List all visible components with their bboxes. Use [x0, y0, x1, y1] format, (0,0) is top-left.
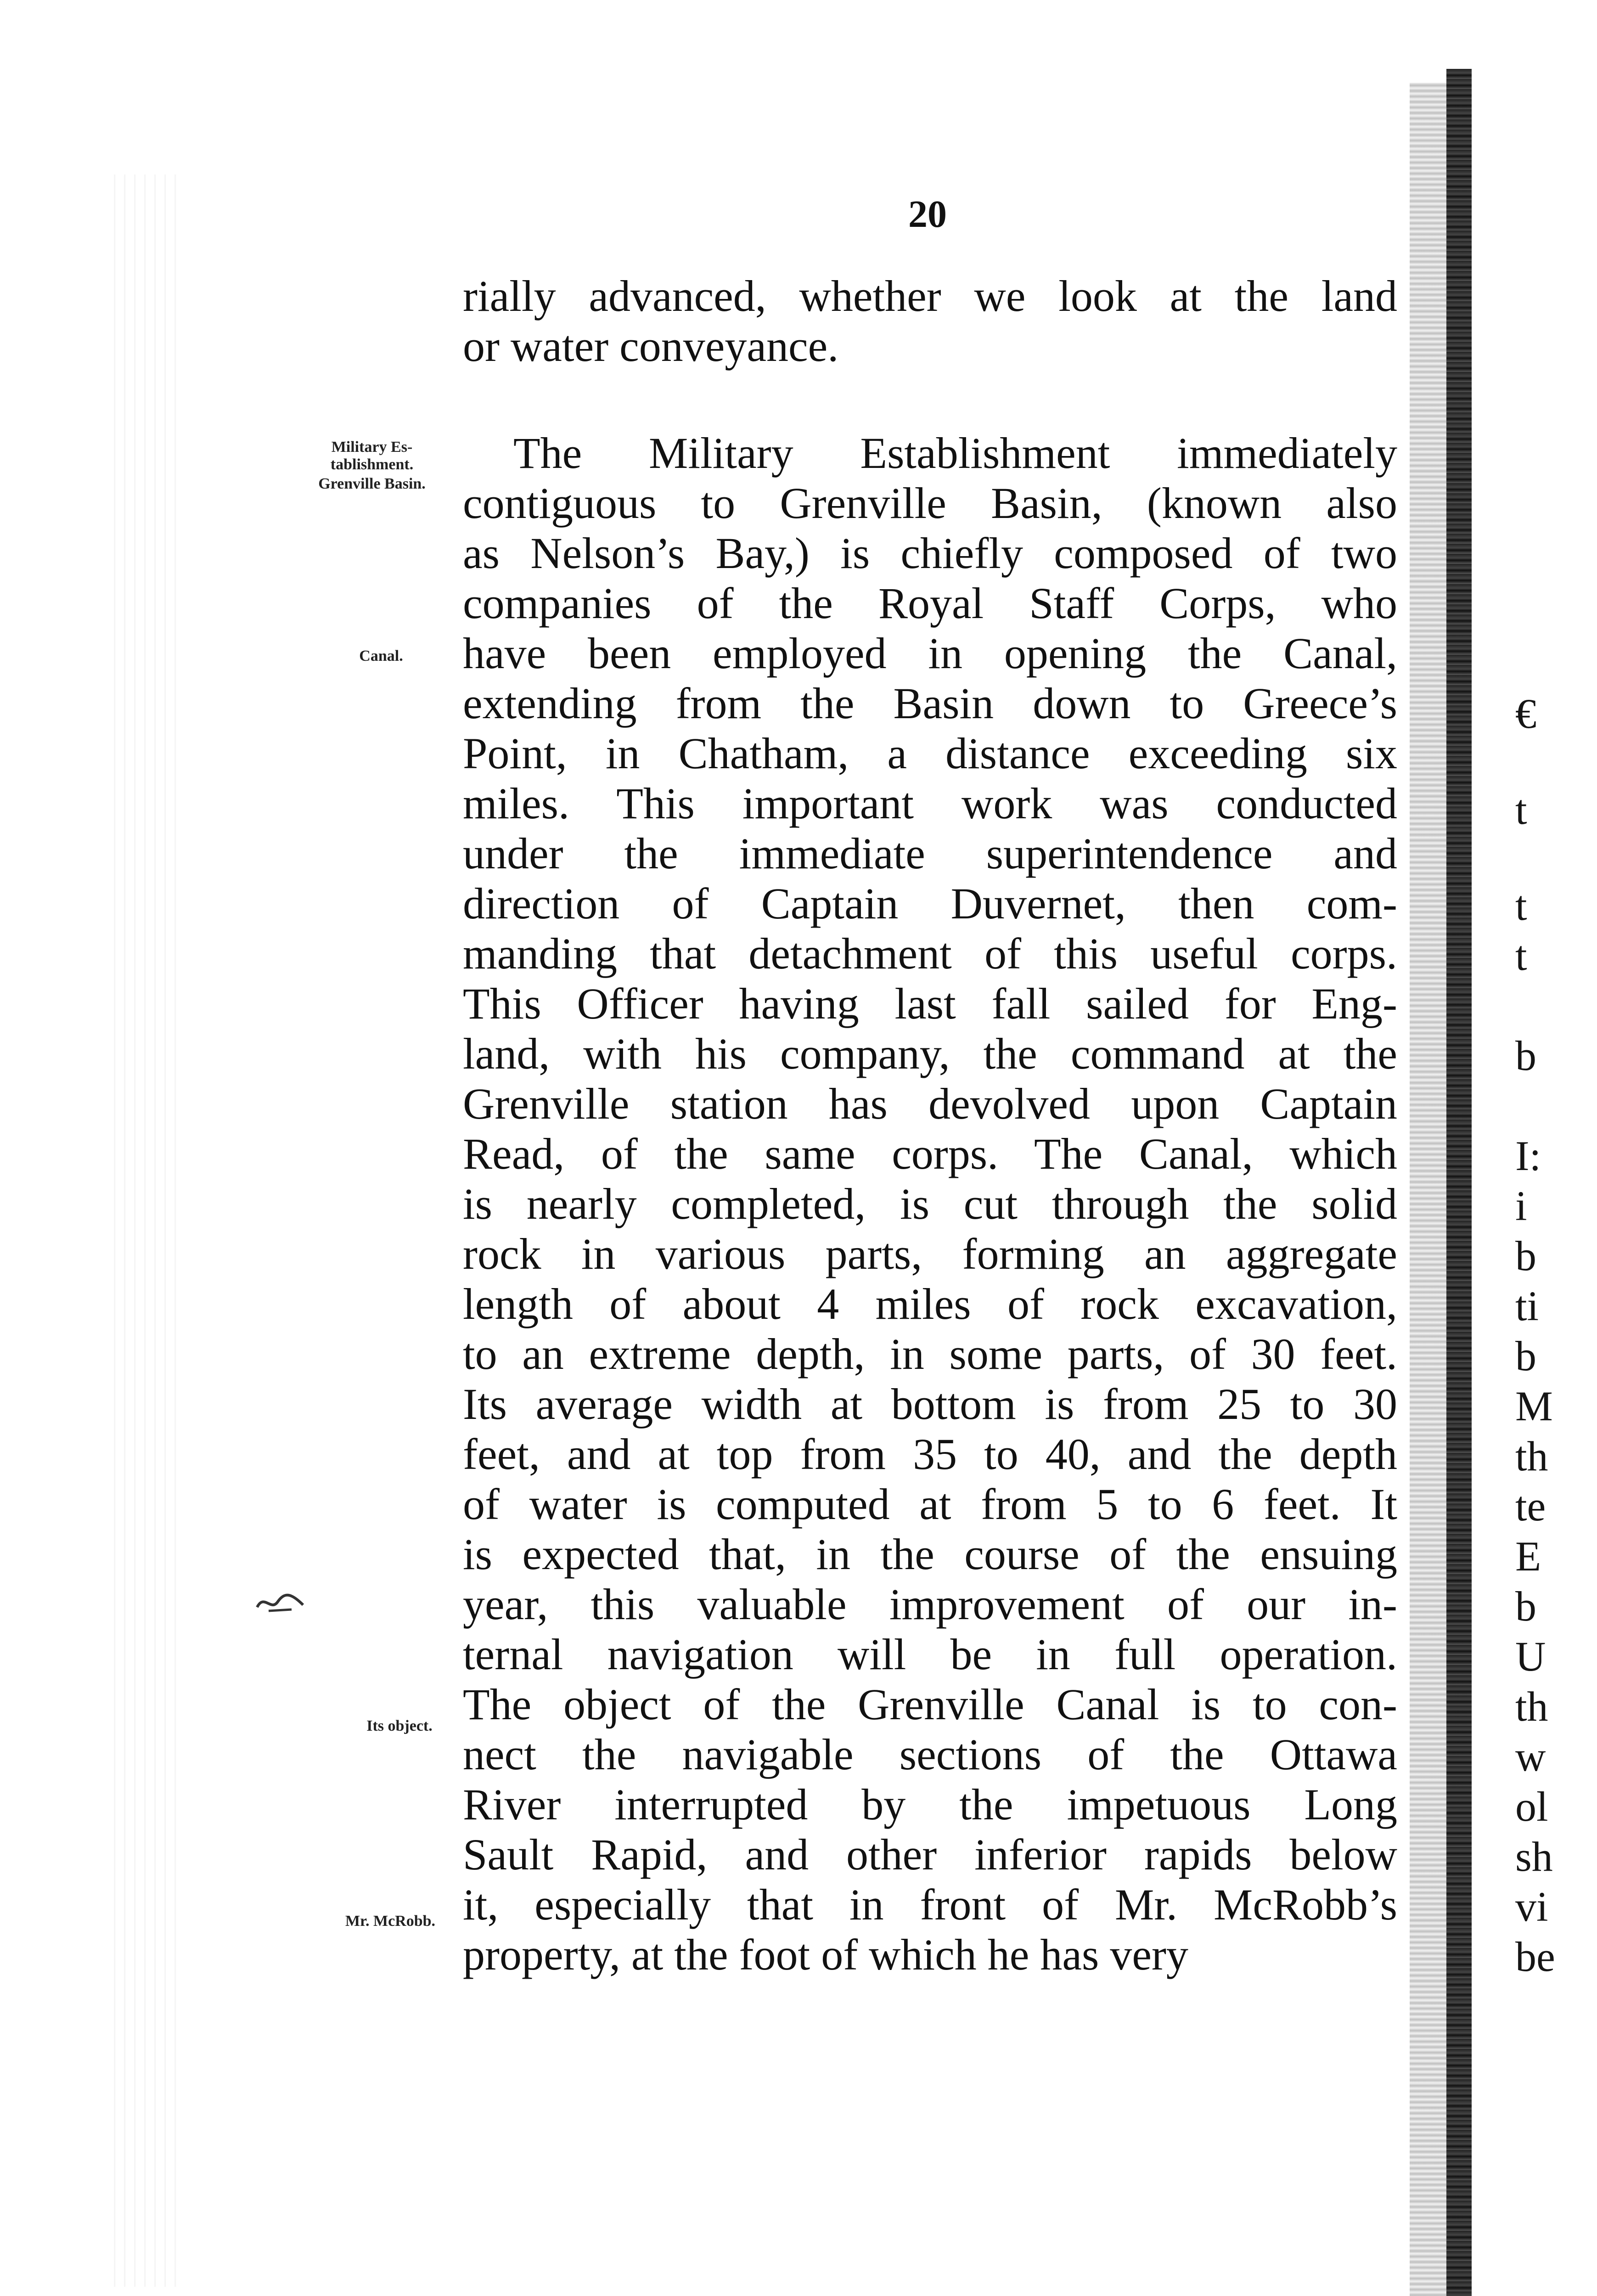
- text-line: land, with his company, the command at the: [463, 1029, 1397, 1078]
- fragment: E: [1515, 1533, 1541, 1580]
- text-line: nect the navigable sections of the Ottawa: [463, 1730, 1397, 1779]
- text-line: is expected that, in the course of the ensuing: [463, 1530, 1397, 1579]
- text-line: have been employed in opening the Canal,: [463, 629, 1397, 678]
- fragment: ti: [1515, 1283, 1539, 1329]
- text-line: Sault Rapid, and other inferior rapids below: [463, 1830, 1397, 1879]
- paragraph-2: [463, 428, 1397, 1980]
- text-line: year, this valuable improvement of our in-: [463, 1580, 1397, 1629]
- margin-note-mcrobb: Mr. McRobb.: [345, 1913, 436, 1930]
- margin-flourish-mark: [255, 1589, 305, 1616]
- fragment: t: [1515, 932, 1527, 979]
- fragment: i: [1515, 1182, 1527, 1229]
- fragment: U: [1515, 1633, 1546, 1680]
- text-line: ternal navigation will be in full operation.: [463, 1630, 1397, 1679]
- text-line: length of about 4 miles of rock excavation,: [463, 1279, 1397, 1328]
- text-line: The object of the Grenville Canal is to con-: [463, 1680, 1397, 1729]
- fragment: be: [1515, 1933, 1555, 1980]
- text-line: is nearly completed, is cut through the solid: [463, 1179, 1397, 1228]
- page-number: 20: [908, 193, 947, 236]
- text-line: Grenville station has devolved upon Captain: [463, 1079, 1397, 1128]
- paragraph-1: [463, 271, 1397, 371]
- text-line: feet, and at top from 35 to 40, and the depth: [463, 1429, 1397, 1479]
- text-line: of water is computed at from 5 to 6 feet. It: [463, 1480, 1397, 1529]
- text-line: Point, in Chatham, a distance exceeding six: [463, 729, 1397, 778]
- margin-note-object: Its object.: [366, 1717, 433, 1734]
- text-line: under the immediate superintendence and: [463, 829, 1397, 878]
- text-line: as Nelson’s Bay,) is chiefly composed of two: [463, 529, 1397, 578]
- text-line: rially advanced, whether we look at the land: [463, 271, 1397, 321]
- fragment: t: [1515, 786, 1527, 833]
- fragment: b: [1515, 1232, 1536, 1279]
- fragment: sh: [1515, 1833, 1553, 1880]
- text-line: direction of Captain Duvernet, then com-: [463, 879, 1397, 928]
- paragraph-gap: [463, 371, 1397, 428]
- fragment: vi: [1515, 1883, 1548, 1930]
- left-gutter-shadow: [106, 174, 184, 2287]
- margin-note-military: Military Es-tablishment.: [330, 439, 414, 473]
- margin-note-grenville: Grenville Basin.: [318, 475, 426, 492]
- text-line: or water conveyance.: [463, 321, 839, 371]
- fragment: I:: [1515, 1132, 1541, 1179]
- fragment: b: [1515, 1032, 1536, 1079]
- text-line: property, at the foot of which he has very: [463, 1930, 1188, 1979]
- text-line: Its average width at bottom is from 25 to 30: [463, 1379, 1397, 1429]
- fragment: ol: [1515, 1783, 1548, 1830]
- right-gutter-fade: [1410, 83, 1451, 2296]
- text-line: This Officer having last fall sailed for Eng-: [463, 979, 1397, 1028]
- text-line: River interrupted by the impetuous Long: [463, 1780, 1397, 1829]
- text-line: contiguous to Grenville Basin, (known also: [463, 478, 1397, 528]
- fragment: th: [1515, 1433, 1548, 1480]
- text-line: to an extreme depth, in some parts, of 30 feet.: [463, 1329, 1397, 1379]
- fragment: w: [1515, 1733, 1546, 1780]
- text-line: miles. This important work was conducted: [463, 779, 1397, 828]
- fragment: te: [1515, 1483, 1546, 1530]
- margin-note-canal: Canal.: [359, 647, 403, 664]
- text-line: manding that detachment of this useful corps.: [463, 929, 1397, 978]
- text-line: rock in various parts, forming an aggregate: [463, 1229, 1397, 1278]
- fragment: t: [1515, 882, 1527, 929]
- facing-page-fragments: [1515, 459, 1597, 1982]
- text-line: Read, of the same corps. The Canal, which: [463, 1129, 1397, 1178]
- fragment: M: [1515, 1383, 1553, 1429]
- fragment: €: [1515, 690, 1536, 737]
- fragment: b: [1515, 1333, 1536, 1379]
- body-text: [463, 271, 1397, 1980]
- fragment: th: [1515, 1683, 1548, 1730]
- right-gutter-binding: [1446, 69, 1472, 2296]
- text-line: it, especially that in front of Mr. McRobb’s: [463, 1880, 1397, 1929]
- fragment: b: [1515, 1583, 1536, 1630]
- text-line: The Military Establishment immediately: [513, 428, 1397, 478]
- text-line: companies of the Royal Staff Corps, who: [463, 579, 1397, 628]
- text-line: extending from the Basin down to Greece’s: [463, 679, 1397, 728]
